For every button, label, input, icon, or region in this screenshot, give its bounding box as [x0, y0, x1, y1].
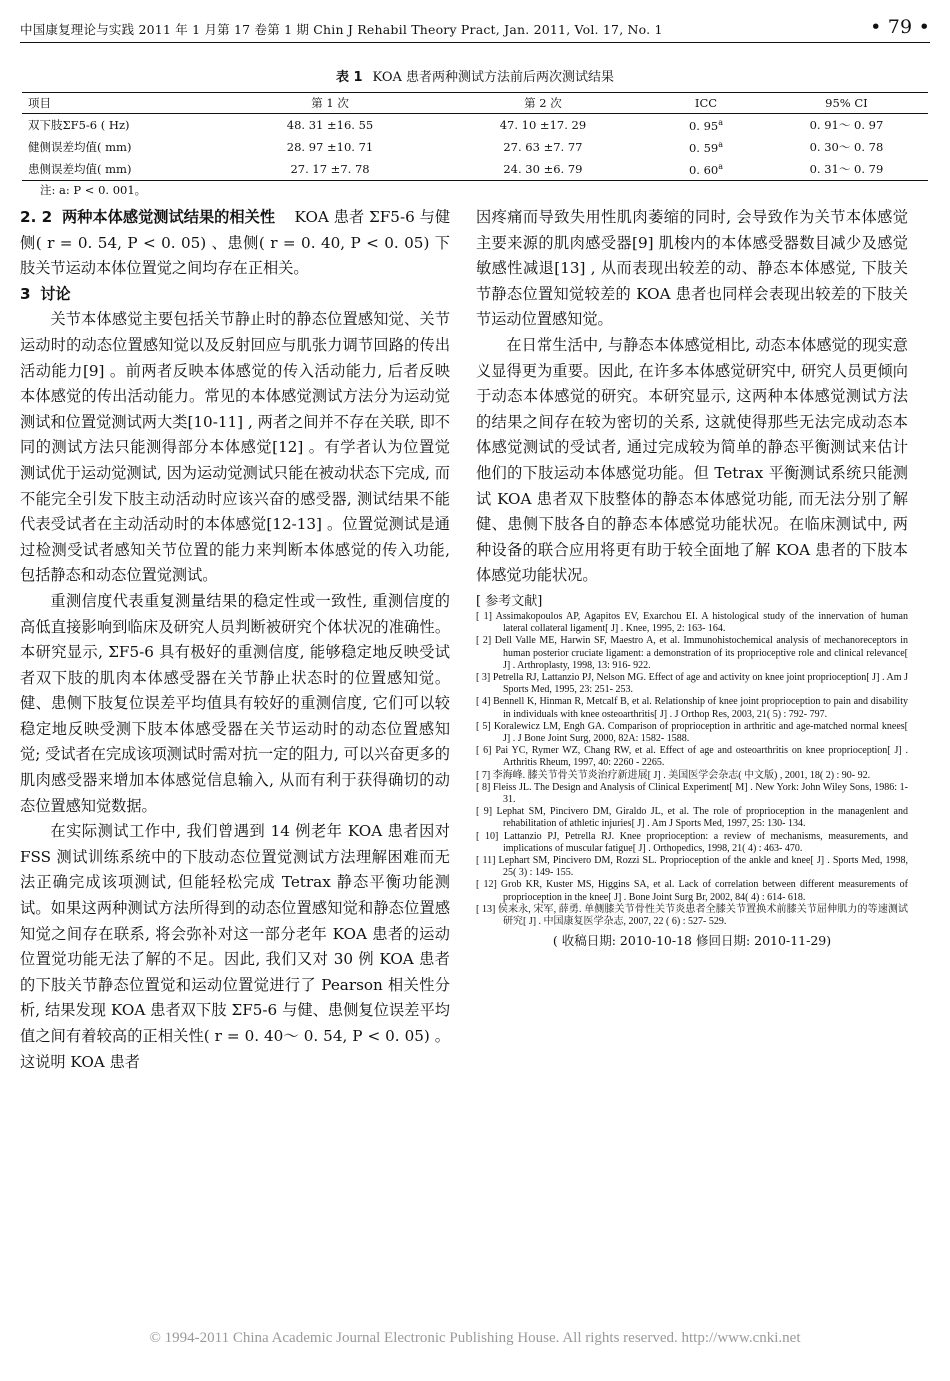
reference-item: [ 13] 侯来永, 宋军, 薛勇. 单侧膝关节骨性关节炎患者全膝关节置换术前膝关节屈伸肌力的等速测试研究[ J] . 中国康复医学杂志, 2007, 22 ( 6) : 527- 529.: [476, 903, 908, 927]
cell-item: 健侧误差均值( mm): [28, 140, 132, 154]
left-column: [20, 205, 450, 1075]
references-heading: [ 参考文献]: [476, 593, 543, 609]
cell-second: 24. 30 ±6. 79: [439, 158, 647, 181]
reference-item: [ 5] Koralewicz LM, Engh GA. Comparison of proprioception in arthritic and age-matched normal knees[ J] . J Bone Joint Surg, 2000, 82A: 1582- 1588.: [476, 720, 908, 744]
page-number: • 79 •: [870, 16, 930, 38]
cell-ci: 0. 30～ 0. 78: [809, 140, 884, 154]
col-header-second: 第 2 次: [439, 93, 647, 114]
cell-item: 患侧误差均值( mm): [22, 158, 221, 181]
table-row: [22, 136, 928, 158]
icc-mark: a: [718, 139, 724, 149]
table-caption: [0, 66, 950, 85]
cell-second: 27. 63 ±7. 77: [503, 140, 583, 154]
table-label: 表 1: [335, 70, 363, 85]
cell-icc: [647, 136, 765, 158]
paragraph: 重测信度代表重复测量结果的稳定性或一致性, 重测信度的高低直接影响到临床及研究人员判断被研究个体状况的准确性。本研究显示, ΣF5-6 具有极好的重测信度, 能够稳定地反映受试者双下肢的肌肉本体感受器在关节静止状态时的位置感知觉。健、患侧下肢复位误差平均值具有较好的重测信度, 它们可以较稳定地反映受测下肢本体感受器在关节运动时的动态位置感知觉; 受试者在完成该项测试时需对抗一定的阻力, 可以兴奋更多的肌肉感受器来增加本体感觉信息输入, 从而有利于获得确切的动态位置感知觉数据。: [20, 591, 450, 815]
reference-item: [ 10] Lattanzio PJ, Petrella RJ. Knee proprioception: a review of mechanisms, measurements, and implications of muscular fatigue[ J] . Orthopedics, 1998, 21( 4) : 463- 470.: [476, 830, 908, 854]
section-body: KOA 患者 ΣF5-6 与健侧( r = 0. 54, P < 0. 05) 、患侧( r = 0. 40, P < 0. 05) 下肢关节运动本体位置觉之间均存在正相关。: [20, 208, 451, 278]
cell-item: 双下肢ΣF5-6 ( Hz): [28, 118, 130, 132]
section-number: 3: [20, 284, 31, 303]
icc-mark: a: [718, 117, 724, 127]
reference-item: [ 12] Grob KR, Kuster MS, Higgins SA, et al. Lack of correlation between different measurements of proprioception in the knee[ J] . Bone Joint Surg Br, 2002, 84( 4) : 614- 618.: [476, 879, 908, 903]
icc-value: 0. 60: [688, 162, 719, 177]
header-rule: [20, 42, 930, 43]
paragraph: 在日常生活中, 与静态本体感觉相比, 动态本体感觉的现实意义显得更为重要。因此, 在许多本体感觉研究中, 研究人员更倾向于动态本体感觉的研究。本研究显示, 这两种本体感觉测试方法的结果之间存在较为密切的关系, 这就使得那些无法完成动态本体感觉测试的受试者, 通过完成较为简单的静态平衡测试来估计他们的下肢运动本体感觉功能。但 Tetrax 平衡测试系统只能测试 KOA 患者双下肢整体的静态本体感觉功能, 而无法分别了解健、患侧下肢各自的静态本体感觉功能状况。在临床测试中, 两种设备的联合应用将更有助于较全面地了解 KOA 患者的下肢本体感觉功能状况。: [476, 335, 908, 585]
col-header-first: 第 1 次: [221, 93, 438, 114]
reference-item: [ 3] Petrella RJ, Lattanzio PJ, Nelson MG. Effect of age and activity on knee joint proprioception[ J] . Am J Sports Med, 1995, 23: 251- 253.: [476, 671, 908, 696]
table-header-row: [22, 93, 928, 114]
reference-item: [ 7] 李海峰. 膝关节骨关节炎治疗新进展[ J] . 美国医学会杂志( 中文版) , 2001, 18( 2) : 90- 92.: [476, 769, 871, 781]
cell-ci: 0. 31～ 0. 79: [765, 158, 928, 181]
cell-first: 48. 31 ±16. 55: [286, 118, 374, 132]
icc-value: 0. 95: [688, 118, 719, 133]
reference-item: [ 9] Lephat SM, Pincivero DM, Giraldo JL, et al. The role of proprioception in the managenlent and rehabilitation of athletic injuries[ J] . Am J Sports Med, 1997, 25: 130- 134.: [476, 806, 908, 830]
copyright-footer: © 1994-2011 China Academic Journal Electronic Publishing House. All rights reserved. http://www.cnki.net: [149, 1330, 801, 1346]
col-header-icc: ICC: [647, 93, 765, 114]
reference-item: [ 6] Pai YC, Rymer WZ, Chang RW, et al. Effect of age and osteoarthritis on knee proprioception[ J] . Arthritis Rheum, 1997, 40: 2260 - 2265.: [476, 745, 908, 769]
paragraph: 因疼痛而导致失用性肌肉萎缩的同时, 会导致作为关节本体感觉主要来源的肌肉感受器[9] 肌梭内的本体感受器数目减少及感觉敏感性减退[13] , 从而表现出较差的动、静态本体感觉, 下肢关节静态位置知觉较差的 KOA 患者也同样会表现出较差的下肢关节运动位置感知觉。: [476, 208, 908, 329]
results-table: [22, 92, 928, 181]
paragraph: 在实际测试工作中, 我们曾遇到 14 例老年 KOA 患者因对 FSS 测试训练系统中的下肢动态位置觉测试方法理解困难而无法正确完成该项测试, 但能轻松完成 Tetrax 静态平衡功能测试。如果这两种测试方法所得到的动态位置感知觉和静态位置感知觉之间存在联系, 将会弥补对这一部分老年 KOA 患者的运动位置觉功能无法了解的不足。因此, 我们又对 30 例 KOA 患者的下肢关节静态位置觉和运动位置觉进行了 Pearson 相关性分析, 结果发现 KOA 患者双下肢 ΣF5-6 与健、患侧复位误差平均值之间有着较高的正相关性( r = 0. 40～ 0. 54, P < 0. 05) 。这说明 KOA 患者: [20, 822, 450, 1071]
col-header-ci: 95% CI: [765, 93, 928, 114]
section-title: 讨论: [40, 284, 71, 303]
section-number: 2. 2: [20, 208, 53, 226]
cell-first: 28. 97 ±10. 71: [286, 140, 374, 154]
reference-item: [ 2] Dell Valle ME, Harwin SF, Maestro A, et al. Immunohistochemical analysis of mechanoreceptors in human posterior cruciate ligament: a demonstration of its proprioceptive role and clinical relevance[ J] . Arthroplasty, 1998, 13: 916- 922.: [476, 635, 908, 671]
right-column: [476, 205, 908, 950]
table-row: [22, 114, 928, 137]
section-2-2: [20, 205, 450, 282]
icc-value: 0. 59: [688, 140, 719, 155]
cell-icc: [647, 114, 765, 137]
section-3-heading: [20, 282, 450, 308]
reference-item: [ 4] Bennell K, Hinman R, Metcalf B, et al. Relationship of knee joint proprioception to pain and disability in individuals with knee osteoarthritis[ J] . J Orthop Res, 2003, 21( 5) : 792- 797.: [476, 696, 908, 720]
journal-info: 中国康复理论与实践 2011 年 1 月第 17 卷第 1 期 Chin J Rehabil Theory Pract, Jan. 2011, Vol. 17, No. 1: [20, 22, 663, 37]
received-dates: ( 收稿日期: 2010-10-18 修回日期: 2010-11-29): [552, 933, 832, 949]
reference-item: [ 1] Assimakopoulos AP, Agapitos EV, Exarchou EI. A histological study of the innervation of human lateral collateral ligament[ J] . Knee, 1995, 2: 163- 164.: [476, 610, 908, 635]
cell-first: 27. 17 ±7. 78: [221, 158, 438, 181]
cell-ci: 0. 91～ 0. 97: [809, 118, 884, 132]
reference-item: [ 8] Fleiss JL. The Design and Analysis of Clinical Experiment[ M] . New York: John Wiley Sons, 1986: 1- 31.: [476, 781, 908, 805]
running-header: [20, 16, 930, 38]
col-header-item: 项目: [22, 93, 221, 114]
reference-list: [476, 611, 908, 928]
section-title: 两种本体感觉测试结果的相关性: [61, 208, 276, 226]
table-row: [22, 158, 928, 181]
table-note: 注: a: P < 0. 001。: [40, 183, 147, 197]
icc-mark: a: [718, 161, 724, 171]
reference-item: [ 11] Lephart SM, Pincivero DM, Rozzi SL. Proprioception of the ankle and knee[ J] . Sports Med, 1998, 25( 3) : 149- 155.: [476, 854, 908, 879]
cell-icc: [647, 158, 765, 181]
cell-second: 47. 10 ±17. 29: [499, 118, 587, 132]
table-title: KOA 患者两种测试方法前后两次测试结果: [372, 70, 615, 85]
paragraph: 关节本体感觉主要包括关节静止时的静态位置感知觉、关节运动时的动态位置感知觉以及反射回应与肌张力调节回路的传出活动能力[9] 。前两者反映本体感觉的传入活动能力, 后者反映本体感觉的传出活动能力。常见的本体感觉测试方法分为运动觉测试和位置觉测试两大类[10-11] , 两者之间并不存在关联, 即不同的测试方法只能测得部分本体感觉[12] 。有学者认为位置觉测试优于运动觉测试, 因为运动觉测试只能在被动状态下完成, 而不能完全引发下肢主动活动时应该兴奋的感受器, 测试结果不能代表受试者在主动活动时的本体感觉[12-13] 。位置觉测试是通过检测受试者感知关节位置的能力来判断本体感觉的传入功能, 包括静态和动态位置觉测试。: [20, 310, 450, 585]
